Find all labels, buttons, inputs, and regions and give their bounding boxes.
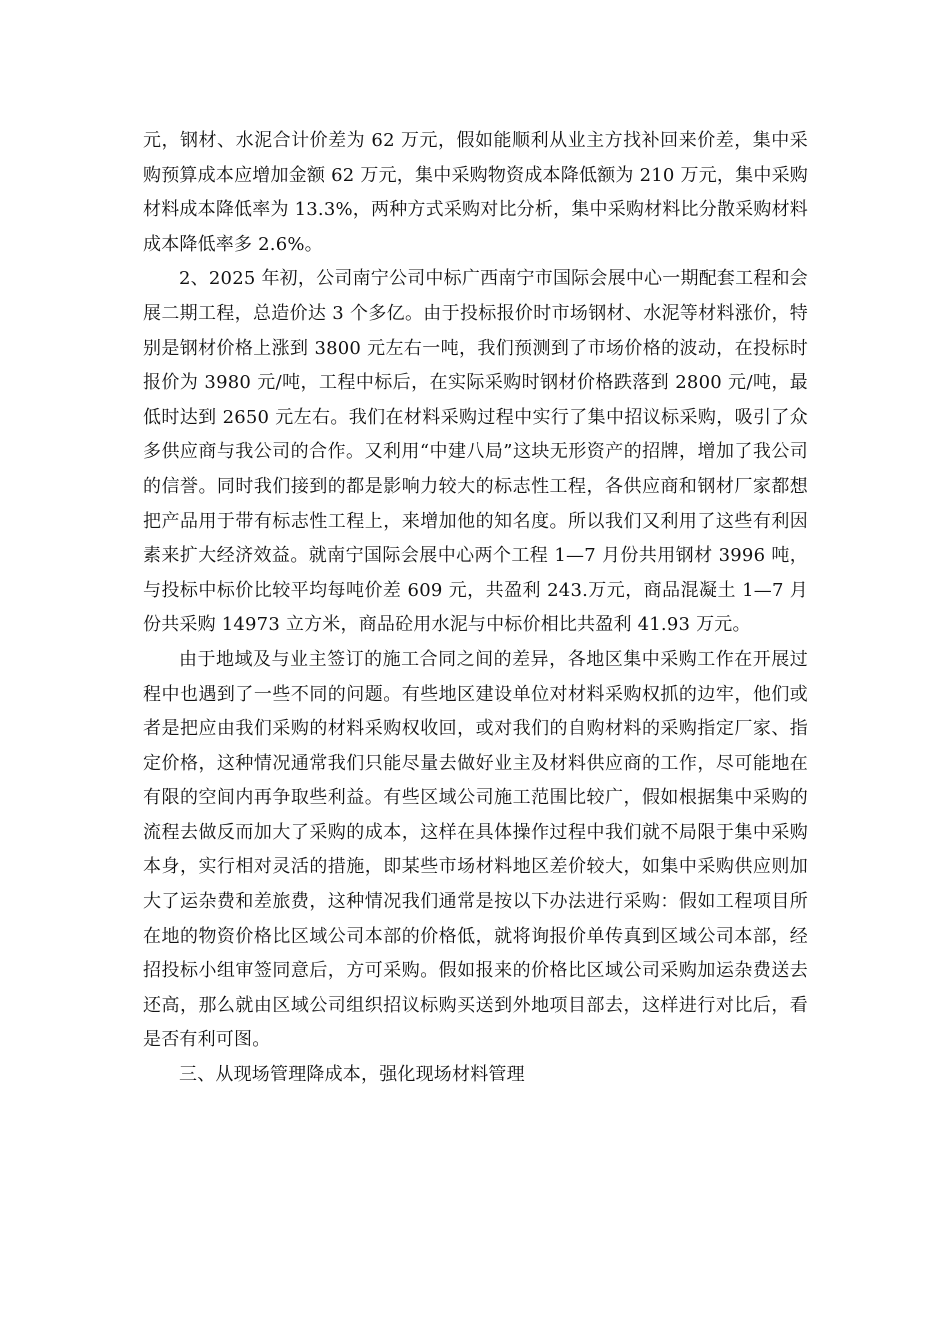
document-body bbox=[143, 124, 808, 1093]
paragraph-nanning-case: 2、2025 年初，公司南宁公司中标广西南宁市国际会展中心一期配套工程和会展二期工程，总造价达 3 个多亿。由于投标报价时市场钢材、水泥等材料涨价，特别是钢材价格上涨到 3800 元左右一吨，我们预测到了市场价格的波动，在投标时报价为 3980 元/吨，工程中标后，在实际采购时钢材价格跌落到 2800 元/吨，最低时达到 2650 元左右。我们在材料采购过程中实行了集中招议标采购，吸引了众多供应商与我公司的合作。又利用“中建八局”这块无形资产的招牌，增加了我公司的信誉。同时我们接到的都是影响力较大的标志性工程，各供应商和钢材厂家都想把产品用于带有标志性工程上，来增加他的知名度。所以我们又利用了这些有利因素来扩大经济效益。就南宁国际会展中心两个工程 1—7 月份共用钢材 3996 吨，与投标中标价比较平均每吨价差 609 元，共盈利 243.万元，商品混凝土 1—7 月份共采购 14973 立方米，商品砼用水泥与中标价相比共盈利 41.93 万元。 bbox=[143, 268, 808, 636]
paragraph-continuation: 元，钢材、水泥合计价差为 62 万元，假如能顺利从业主方找补回来价差，集中采购预算成本应增加金额 62 万元，集中采购物资成本降低额为 210 万元，集中采购材料成本降低率为 13.3%，两种方式采购对比分析，集中采购材料比分散采购材料成本降低率多 2.6%。 bbox=[143, 130, 808, 255]
section-heading: 三、从现场管理降成本，强化现场材料管理 bbox=[179, 1064, 525, 1086]
paragraph-regional-issues: 由于地域及与业主签订的施工合同之间的差异，各地区集中采购工作在开展过程中也遇到了一些不同的问题。有些地区建设单位对材料采购权抓的边牢，他们或者是把应由我们采购的材料采购权收回，或对我们的自购材料的采购指定厂家、指定价格，这种情况通常我们只能尽量去做好业主及材料供应商的工作，尽可能地在有限的空间内再争取些利益。有些区域公司施工范围比较广，假如根据集中采购的流程去做反而加大了采购的成本，这样在具体操作过程中我们就不局限于集中采购本身，实行相对灵活的措施，即某些市场材料地区差价较大，如集中采购供应则加大了运杂费和差旅费，这种情况我们通常是按以下办法进行采购：假如工程项目所在地的物资价格比区域公司本部的价格低，就将询报价单传真到区域公司本部，经招投标小组审签同意后，方可采购。假如报来的价格比区域公司采购加运杂费送去还高，那么就由区域公司组织招议标购买送到外地项目部去，这样进行对比后，看是否有利可图。 bbox=[143, 648, 808, 1051]
